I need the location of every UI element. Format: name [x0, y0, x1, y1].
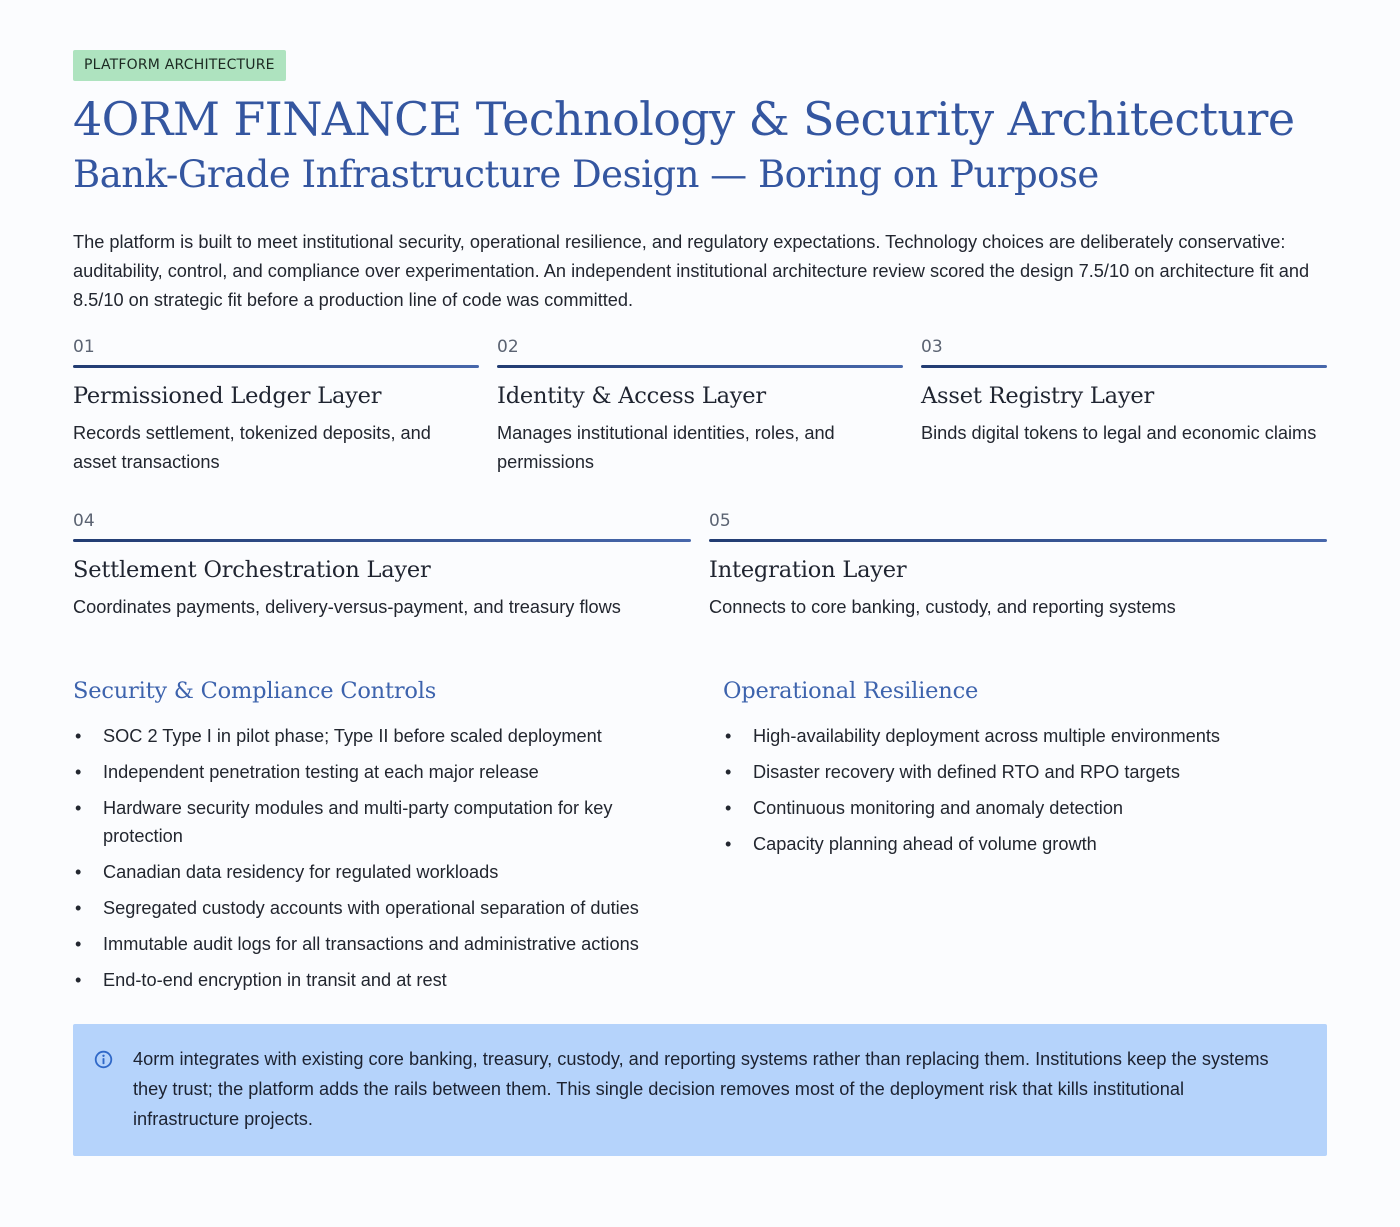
layer-title: Asset Registry Layer	[921, 383, 1155, 409]
list-item-text: Segregated custody accounts with operational separation of duties	[103, 898, 639, 918]
list-item	[73, 966, 673, 994]
list-item	[73, 894, 673, 922]
layer-number: 05	[709, 511, 731, 531]
layer-divider	[921, 365, 1327, 368]
controls-section	[73, 676, 1327, 1002]
layer-title: Integration Layer	[709, 557, 907, 583]
layer-card	[73, 510, 691, 622]
list-item-text: Capacity planning ahead of volume growth	[753, 834, 1097, 854]
bullet-icon: •	[75, 798, 82, 818]
layer-title: Identity & Access Layer	[497, 383, 766, 409]
list-item	[723, 830, 1327, 858]
layer-number: 01	[73, 337, 95, 357]
bullet-icon: •	[725, 726, 732, 746]
bullet-icon: •	[75, 898, 82, 918]
list-item	[723, 722, 1327, 750]
bullet-icon: •	[75, 934, 82, 954]
layer-description: Connects to core banking, custody, and reporting systems	[709, 597, 1176, 617]
bullet-icon: •	[75, 726, 82, 746]
layers-row-bottom	[73, 510, 1327, 622]
layer-number: 03	[921, 337, 943, 357]
security-controls-column	[73, 676, 673, 1002]
bullet-icon: •	[75, 970, 82, 990]
layer-divider	[73, 539, 691, 542]
layer-number: 02	[497, 337, 519, 357]
layer-title: Permissioned Ledger Layer	[73, 383, 382, 409]
layer-divider	[73, 365, 479, 368]
resilience-list	[723, 722, 1327, 858]
layers-row-top	[73, 336, 1327, 477]
layer-description: Records settlement, tokenized deposits, and asset transactions	[73, 423, 431, 472]
resilience-column	[723, 676, 1327, 1002]
list-item	[723, 794, 1327, 822]
layer-divider	[497, 365, 903, 368]
list-item	[73, 794, 673, 850]
info-icon	[94, 1050, 113, 1069]
security-heading: Security & Compliance Controls	[73, 678, 437, 704]
layer-divider	[709, 539, 1327, 542]
list-item-text: Canadian data residency for regulated workloads	[103, 862, 499, 882]
list-item-text: Disaster recovery with defined RTO and RPO targets	[753, 762, 1180, 782]
layer-number: 04	[73, 511, 95, 531]
bullet-icon: •	[725, 798, 732, 818]
list-item-text: Independent penetration testing at each major release	[103, 762, 539, 782]
list-item	[73, 758, 673, 786]
page-subtitle: Bank-Grade Infrastructure Design — Boring on Purpose	[73, 153, 1099, 196]
resilience-heading: Operational Resilience	[723, 678, 979, 704]
bullet-icon: •	[75, 862, 82, 882]
bullet-icon: •	[725, 834, 732, 854]
list-item-text: Hardware security modules and multi-party computation for key protection	[103, 798, 613, 846]
security-list	[73, 722, 673, 994]
list-item	[73, 858, 673, 886]
layer-card	[73, 336, 479, 477]
layer-description: Binds digital tokens to legal and economic claims	[921, 423, 1317, 443]
callout-text: 4orm integrates with existing core banking, treasury, custody, and reporting systems rather than replacing them. Institutions keep the systems they trust; the platform adds the rails between them. This single decision removes most of the deployment risk that kills institutional infrastructure projects.	[133, 1049, 1269, 1129]
page-title: 4ORM FINANCE Technology & Security Architecture	[73, 92, 1295, 146]
list-item	[723, 758, 1327, 786]
list-item-text: High-availability deployment across multiple environments	[753, 726, 1221, 746]
layer-description: Manages institutional identities, roles, and permissions	[497, 423, 835, 472]
info-callout	[73, 1024, 1327, 1156]
list-item-text: Continuous monitoring and anomaly detection	[753, 798, 1124, 818]
list-item-text: Immutable audit logs for all transactions and administrative actions	[103, 934, 639, 954]
bullet-icon: •	[75, 762, 82, 782]
layer-card	[497, 336, 903, 477]
page	[73, 50, 1327, 1156]
list-item	[73, 930, 673, 958]
layer-description: Coordinates payments, delivery-versus-payment, and treasury flows	[73, 597, 621, 617]
list-item-text: End-to-end encryption in transit and at rest	[103, 970, 447, 990]
list-item	[73, 722, 673, 750]
layer-card	[921, 336, 1327, 477]
bullet-icon: •	[725, 762, 732, 782]
layer-title: Settlement Orchestration Layer	[73, 557, 431, 583]
list-item-text: SOC 2 Type I in pilot phase; Type II before scaled deployment	[103, 726, 602, 746]
intro-paragraph: The platform is built to meet institutional security, operational resilience, and regulatory expectations. Technology choices are deliberately conservative: auditability, control, and compliance over experimentation. An independent institutional architecture review scored the design 7.5/10 on architecture fit and 8.5/10 on strategic fit before a production line of code was committed.	[73, 232, 1310, 310]
section-tag: PLATFORM ARCHITECTURE	[73, 50, 286, 81]
layer-card	[709, 510, 1327, 622]
